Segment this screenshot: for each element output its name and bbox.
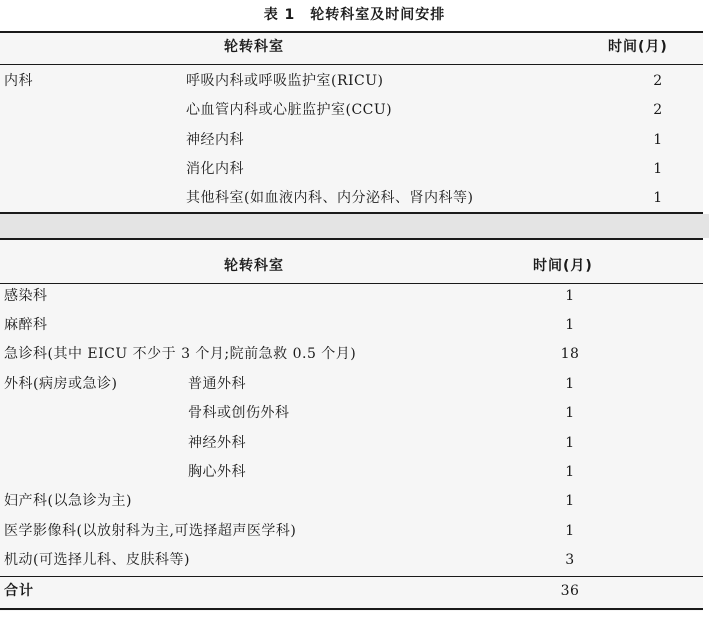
table-1-row-3-months: 1 [653, 132, 663, 148]
table-1-top-rule [0, 31, 703, 33]
table-1-header-time: 时间(月) [608, 39, 668, 55]
table-1-row-2-months: 2 [653, 102, 663, 118]
table-2-row-4-months: 1 [565, 376, 575, 392]
table-2-row-1-months: 1 [565, 288, 575, 304]
table-2-row-5-months: 1 [565, 405, 575, 421]
table-2-row-3-months: 18 [560, 346, 580, 362]
table-2-total-label: 合计 [4, 583, 34, 599]
table-2-row-9-months: 1 [565, 523, 575, 539]
table-2-row-7-months: 1 [565, 464, 575, 480]
table-2-bottom-rule [0, 608, 703, 610]
table-2-row-1-dept: 感染科 [4, 288, 48, 304]
table-1-row-4-months: 1 [653, 161, 663, 177]
table-2-row-3-dept: 急诊科(其中 EICU 不少于 3 个月;院前急救 0.5 个月) [4, 346, 357, 362]
table-2-total-rule [0, 576, 703, 577]
table-2-row-2-dept: 麻醉科 [4, 317, 48, 333]
table-2-header-rule [0, 283, 703, 284]
table-caption: 表 1 轮转科室及时间安排 [263, 7, 446, 23]
table-1-row-5-months: 1 [653, 190, 663, 206]
table-2-total-months: 36 [560, 583, 580, 599]
table-2-row-10-months: 3 [565, 552, 575, 568]
table-2-row-8-dept: 妇产科(以急诊为主) [4, 493, 132, 509]
table-2-row-6-dept: 神经外科 [188, 435, 246, 451]
table-1-group-label: 内科 [4, 73, 33, 89]
table-2-row-5-dept: 骨科或创伤外科 [188, 405, 290, 421]
table-2-row-10-dept: 机动(可选择儿科、皮肤科等) [4, 552, 190, 568]
table-2-group-label: 外科(病房或急诊) [4, 376, 118, 392]
table-1-header-rule [0, 64, 703, 65]
table-2-row-7-dept: 胸心外科 [188, 464, 246, 480]
table-2-header-dept: 轮转科室 [224, 258, 284, 274]
table-2-header-time: 时间(月) [533, 258, 593, 274]
table-1-row-4-dept: 消化内科 [186, 161, 244, 177]
table-2-row-4-dept: 普通外科 [188, 376, 246, 392]
table-2-row-2-months: 1 [565, 317, 575, 333]
table-2-top-rule [0, 238, 703, 240]
table-1-row-1-months: 2 [653, 73, 663, 89]
table-1-row-3-dept: 神经内科 [186, 132, 244, 148]
table-1-header-dept: 轮转科室 [224, 39, 284, 55]
page-gap [0, 214, 709, 238]
table-2-row-6-months: 1 [565, 435, 575, 451]
table-2 [0, 238, 703, 611]
table-1-row-1-dept: 呼吸内科或呼吸监护室(RICU) [186, 73, 384, 89]
table-1-row-5-dept: 其他科室(如血液内科、内分泌科、肾内科等) [186, 190, 474, 206]
table-2-row-8-months: 1 [565, 493, 575, 509]
table-1 [0, 31, 703, 214]
table-1-row-2-dept: 心血管内科或心脏监护室(CCU) [186, 102, 393, 118]
table-2-row-9-dept: 医学影像科(以放射科为主,可选择超声医学科) [4, 523, 297, 539]
